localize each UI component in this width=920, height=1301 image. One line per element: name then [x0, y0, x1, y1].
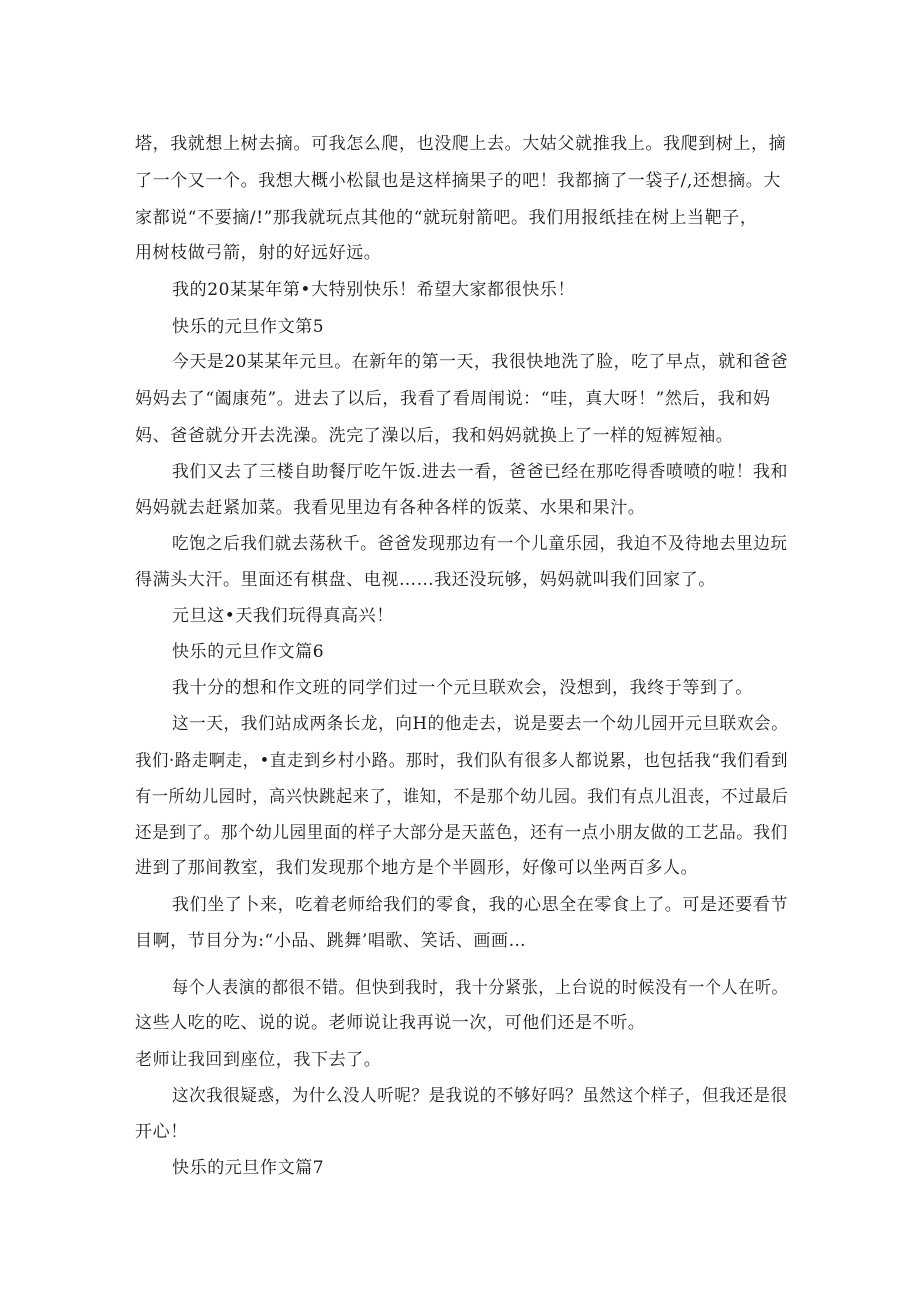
- paragraph-line: 我十分的想和作文班的同学们过一个元旦联欢会，没想到，我终于等到了。: [172, 678, 753, 698]
- paragraph-line: 用树枝做弓箭，射的好远好远。: [135, 243, 382, 263]
- paragraph-line: 了一个又一个。我想大概小松鼠也是这样摘果子的吧！我都摘了一袋子/,还想摘。大: [135, 171, 781, 191]
- paragraph-line: 这些人吃的吃、说的说。老师说让我再说一次，可他们还是不听。: [135, 1013, 646, 1033]
- paragraph-line: 今天是20某某年元旦。在新年的第一天，我很快地洗了脸，吃了早点，就和爸爸: [172, 352, 789, 372]
- paragraph-line: 每个人表演的都很不错。但快到我时，我十分紧张，上台说的时候没有一个人在听。: [172, 978, 789, 998]
- paragraph-line: 开心！: [135, 1122, 188, 1142]
- section-heading: 快乐的元旦作文篇6: [172, 642, 325, 662]
- paragraph-line: 进到了那间教室，我们发现那个地方是个半圆形，好像可以坐两百多人。: [135, 858, 699, 878]
- paragraph-line: 家都说“不要摘/!”那我就玩点其他的“就玩射箭吧。我们用报纸挂在树上当靶子，: [135, 208, 758, 228]
- section-heading: 快乐的元旦作文篇7: [172, 1158, 325, 1178]
- paragraph-line: 元旦这•天我们玩得真高兴！: [172, 606, 394, 626]
- paragraph-line: 得满头大汗。里面还有棋盘、电视……我还没玩够，妈妈就叫我们回家了。: [135, 570, 716, 590]
- paragraph-line: 我们·路走啊走，•直走到乡村小路。那时，我们队有很多人都说累，也包括我“我们看到: [135, 751, 789, 771]
- paragraph-line: 我的20某某年第•大特别快乐！希望大家都很快乐！: [172, 280, 576, 300]
- paragraph-line: 这一天，我们站成两条长龙，向H的他走去，说是要去一个幼儿园开元旦联欢会。: [172, 714, 789, 734]
- paragraph-line: 这次我很疑惑，为什么没人听呢？是我说的不够好吗？虽然这个样子，但我还是很: [172, 1086, 788, 1106]
- paragraph-line: 我们坐了卜来，吃着老师给我们的零食，我的心思全在零食上了。可是还要看节: [172, 895, 788, 915]
- paragraph-line: 还是到了。那个幼儿园里面的样子大部分是天蓝色，还有一点小朋友做的工艺品。我们: [135, 823, 788, 843]
- paragraph-line: 妈妈去了“阖康苑”。进去了以后，我看了看周闱说：“哇，真大呀！”然后，我和妈: [135, 389, 771, 409]
- paragraph-line: 妈妈就去赶紧加菜。我看见里边有各种各样的饭菜、水果和果汁。: [135, 498, 646, 518]
- paragraph-line: 有一所幼儿园时，高兴快跳起来了，谁知，不是那个幼儿园。我们有点儿沮丧，不过最后: [135, 787, 789, 807]
- paragraph-line: 吃饱之后我们就去荡秋千。爸爸发现那边有一个儿童乐园，我迫不及待地去里边玩: [172, 534, 788, 554]
- section-heading: 快乐的元旦作文第5: [172, 317, 325, 337]
- paragraph-line: 目啊，节目分为:“小品、跳舞’唱歌、笑话、画画…: [135, 931, 527, 951]
- paragraph-line: 我们又去了三楼自助餐厅吃午饭.进去一看，爸爸已经在那吃得香喷喷的啦！我和: [172, 462, 789, 482]
- paragraph-line: 妈、爸爸就分开去洗澡。洗完了澡以后，我和妈妈就换上了一样的短裤短袖。: [135, 426, 734, 446]
- paragraph-line: 老师让我回到座位，我下去了。: [135, 1050, 382, 1070]
- paragraph-line: 塔，我就想上树去摘。可我怎么爬，也没爬上去。大姑父就推我上。我爬到树上，摘: [135, 134, 787, 154]
